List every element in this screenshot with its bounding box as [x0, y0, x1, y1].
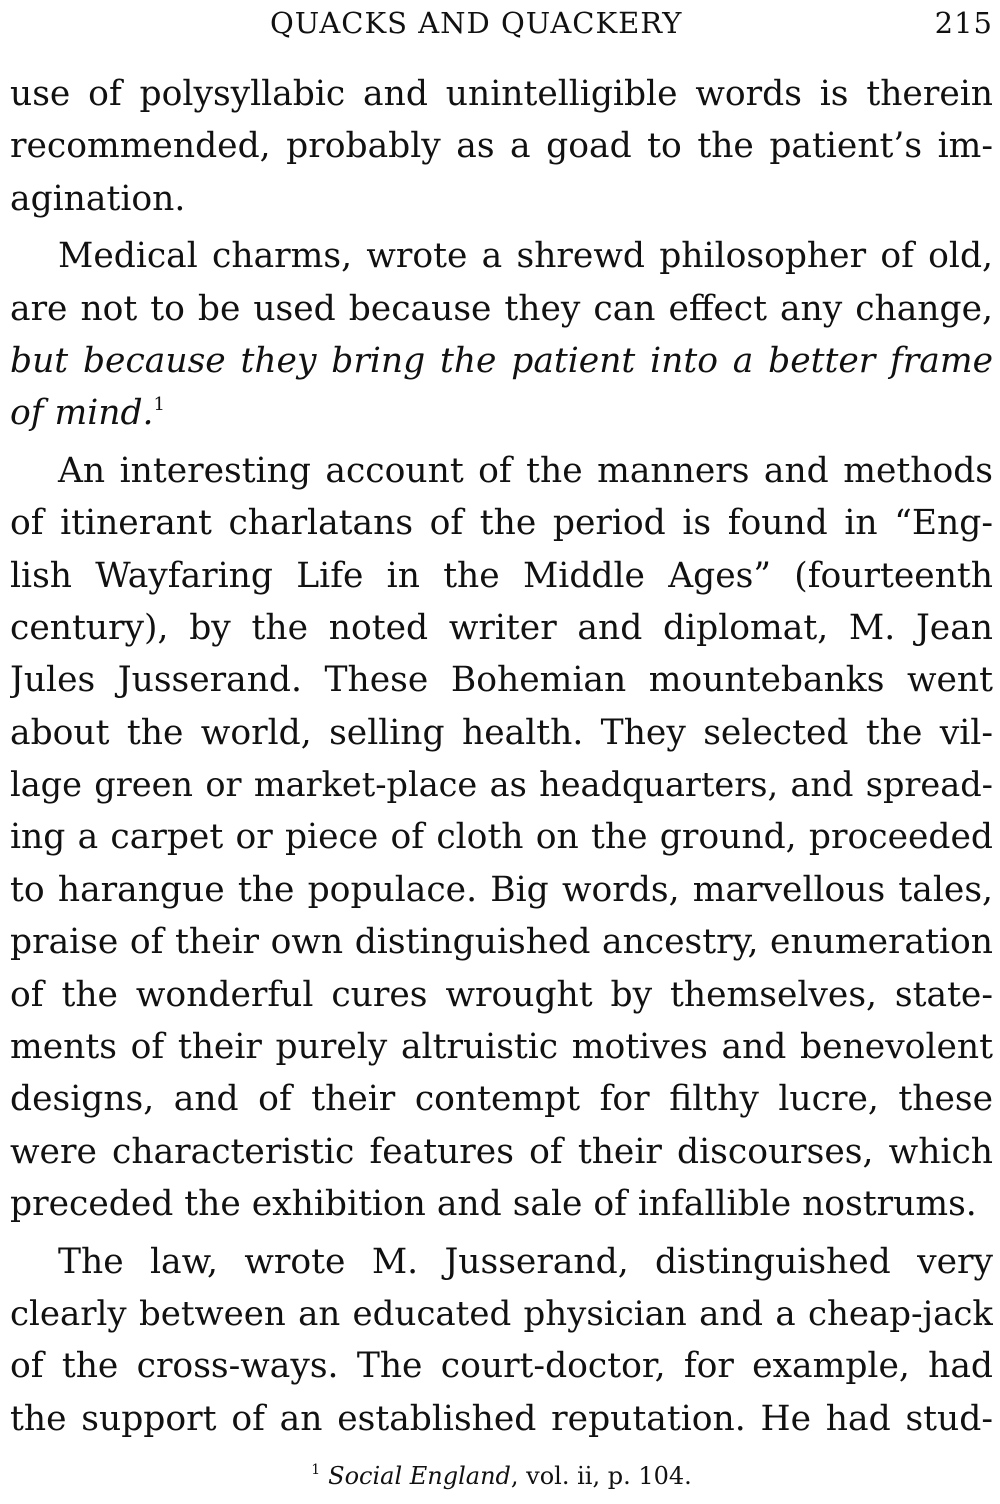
text-line: lage green or market-place as headquarters, and spread-: [10, 765, 993, 805]
text-line: designs, and of their contempt for filthy lucre, these: [10, 1079, 993, 1120]
text-line: clearly between an educated physician and a cheap-jack: [10, 1293, 993, 1334]
paragraph-2: [10, 230, 993, 440]
text-line: Jules Jusserand. These Bohemian mountebanks went: [10, 660, 993, 701]
footnote-source-detail: , vol. ii, p. 104.: [510, 1462, 692, 1490]
text-line-italic: [10, 335, 993, 387]
footnote: [10, 1462, 993, 1490]
text-line: were characteristic features of their discourses, which: [10, 1131, 993, 1172]
text-line: use of polysyllabic and unintelligible words is therein: [10, 74, 993, 114]
page-number: 215: [934, 6, 993, 40]
paragraph-4: [10, 1236, 993, 1446]
text-line-italic: [10, 387, 993, 439]
text-line: agination.: [10, 178, 186, 219]
text-line: ments of their purely altruistic motives and benevolent: [10, 1027, 993, 1068]
text-line: to harangue the populace. Big words, marvellous tales,: [10, 869, 993, 910]
italic-text: but because they bring the patient into a better frame: [10, 340, 993, 381]
text-line: of itinerant charlatans of the period is found in “Eng-: [10, 503, 993, 544]
text-line: lish Wayfaring Life in the Middle Ages” (fourteenth: [10, 555, 993, 596]
text-line: the support of an established reputation. He had stud-: [10, 1398, 993, 1439]
paragraph-1: [10, 68, 993, 225]
body-text: [10, 68, 993, 1445]
book-page: [10, 0, 993, 1504]
footnote-marker: 1: [311, 1462, 321, 1478]
footnote-source-title: Social England: [328, 1462, 511, 1490]
text-line: An interesting account of the manners and methods: [58, 450, 993, 491]
footnote-reference[interactable]: 1: [153, 394, 165, 416]
running-title: QUACKS AND QUACKERY: [270, 6, 683, 40]
text-line: of the wonderful cures wrought by themselves, state-: [10, 974, 993, 1015]
paragraph-3: [10, 445, 993, 1231]
text-line: of the cross-ways. The court-doctor, for example, had: [10, 1346, 993, 1387]
text-line: ing a carpet or piece of cloth on the ground, proceeded: [10, 817, 993, 858]
text-line: are not to be used because they can effect any change,: [10, 288, 993, 329]
text-line: recommended, probably as a goad to the patient’s im-: [10, 126, 993, 167]
text-line: The law, wrote M. Jusserand, distinguished very: [58, 1241, 993, 1282]
text-line: preceded the exhibition and sale of infallible nostrums.: [10, 1184, 977, 1225]
italic-text: of mind.: [10, 393, 154, 434]
text-line: century), by the noted writer and diplomat, M. Jean: [10, 607, 993, 648]
text-line: Medical charms, wrote a shrewd philosopher of old,: [58, 236, 993, 277]
text-line: praise of their own distinguished ancestry, enumeration: [10, 922, 993, 963]
running-head: [10, 6, 993, 42]
text-line: about the world, selling health. They selected the vil-: [10, 712, 993, 753]
